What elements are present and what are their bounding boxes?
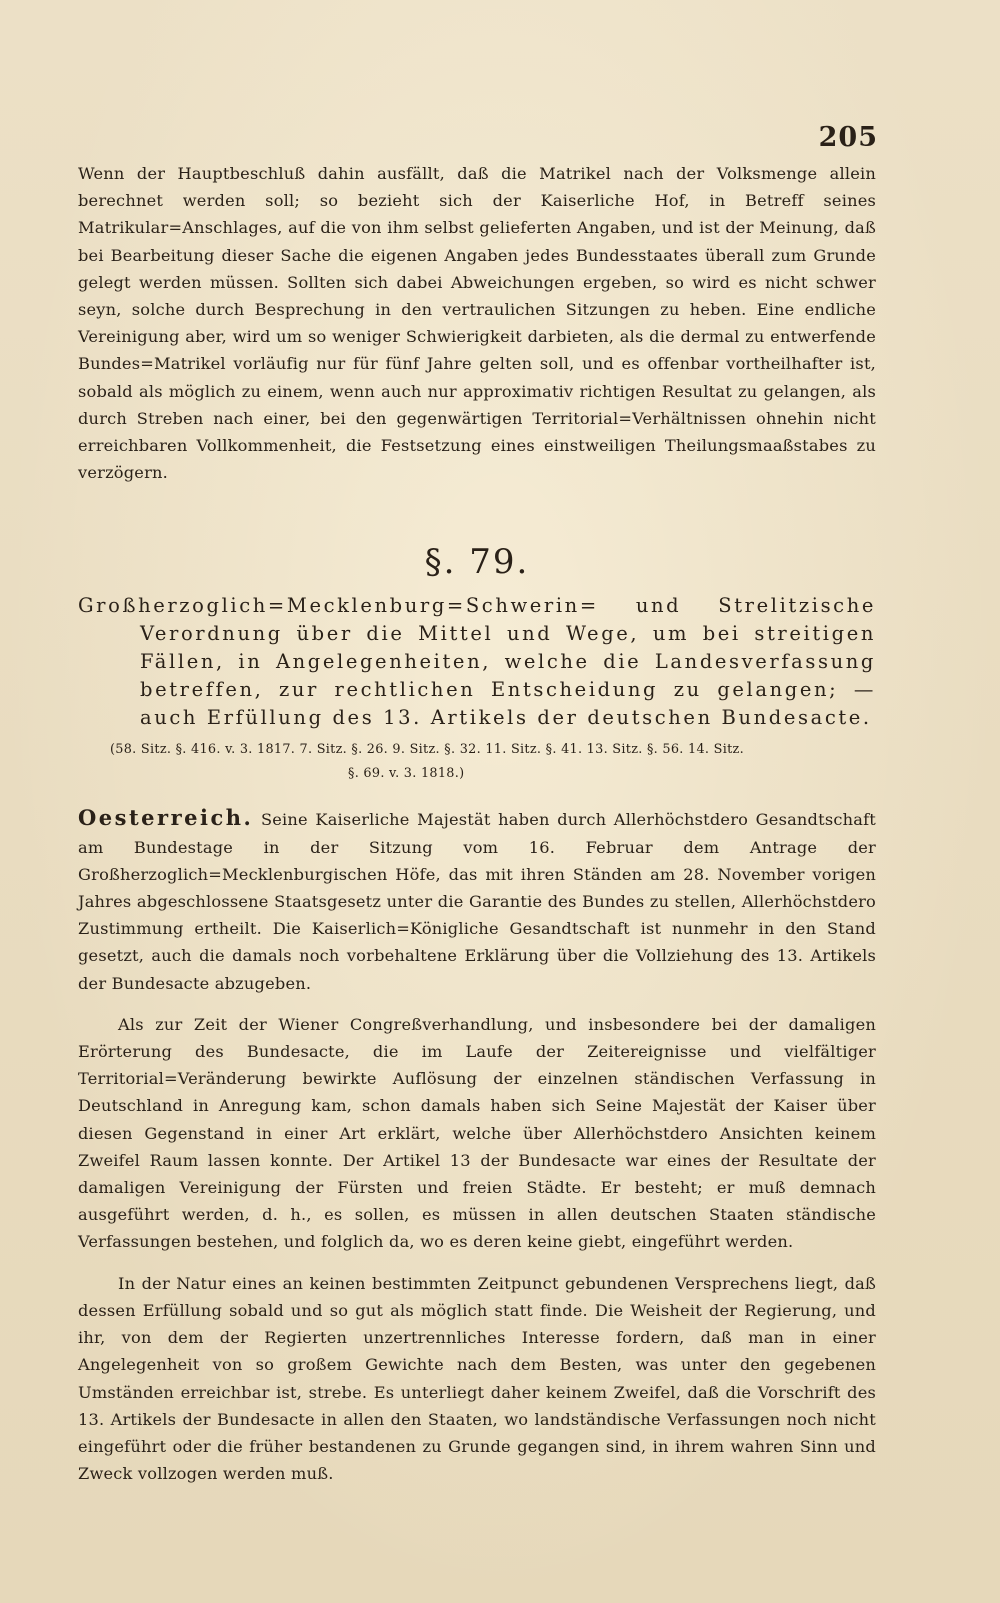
paragraph-austria-text: Seine Kaiserliche Majestät haben durch Allerhöchstdero Gesandtschaft am Bundestage in der Sitzung vom 16. Februar dem Antrage der Großherzoglich=Mecklenburgischen Höfe, das mit ihren Ständen am 28. November vorigen Jahres abgeschlossene Staatsgesetz unter die Garantie des Bundes zu stellen, Allerhöchstdero Zustimmung ertheilt. Die Kaiserlich=Königliche Gesandtschaft ist nunmehr in den Stand gesetzt, auch die damals noch vorbehaltene Erklärung über die Vollziehung des 13. Artikels der Bundesacte abzugeben. <box>78 810 876 993</box>
section-heading: Großherzoglich=Mecklenburg=Schwerin= und Strelitzische Verordnung über die Mittel und Wege, um bei streitigen Fällen, in Angelegenheiten, welche die Landesverfassung betreffen, zur rechtlichen Entscheidung zu gelangen; — auch Erfüllung des 13. Artikels der deutschen Bundesacte. <box>78 594 876 730</box>
references-line-1: (58. Sitz. §. 416. v. 3. 1817. 7. Sitz. §. 26. 9. Sitz. §. 32. 11. Sitz. §. 41. 13. Sitz. §. 56. 14. Sitz. <box>110 742 744 758</box>
page-body <box>78 160 876 1487</box>
country-label: Oesterreich. <box>78 805 254 831</box>
section-number: §. 79. <box>424 542 530 583</box>
paragraph-austria <box>78 804 876 996</box>
page-number: 205 <box>818 122 878 153</box>
references-line-2: §. 69. v. 3. 1818.) <box>348 766 465 782</box>
paragraph-continued: Wenn der Hauptbeschluß dahin ausfällt, daß die Matrikel nach der Volksmenge allein berechnet werden soll; so bezieht sich der Kaiserliche Hof, in Betreff seines Matrikular=Anschlages, auf die von ihm selbst gelieferten Angaben, und ist der Meinung, daß bei Bearbeitung dieser Sache die eigenen Angaben jedes Bundesstaates überall zum Grunde gelegt werden müssen. Sollten sich dabei Abweichungen ergeben, so wird es nicht schwer seyn, solche durch Besprechung in den vertraulichen Sitzungen zu heben. Eine endliche Vereinigung aber, wird um so weniger Schwierigkeit darbieten, als die dermal zu entwerfende Bundes=Matrikel vorläufig nur für fünf Jahre gelten soll, und es offenbar vortheilhafter ist, sobald als möglich zu einem, wenn auch nur approximativ richtigen Resultat zu gelangen, als durch Streben nach einer, bei den gegenwärtigen Territorial=Verhältnissen ohnehin nicht erreichbaren Vollkommenheit, die Festsetzung eines einstweiligen Theilungsmaaßstabes zu verzögern. <box>78 164 876 483</box>
paragraph-promise: In der Natur eines an keinen bestimmten Zeitpunct gebundenen Versprechens liegt, daß dessen Erfüllung sobald und so gut als möglich statt finde. Die Weisheit der Regierung, und ihr, von dem der Regierten unzertrennliches Interesse fordern, daß man in einer Angelegenheit von so großem Gewichte nach dem Besten, was unter den gegebenen Umständen erreichbar ist, strebe. Es unterliegt daher keinem Zweifel, daß die Vorschrift des 13. Artikels der Bundesacte in allen den Staaten, wo landständische Verfassungen noch nicht eingeführt oder die früher bestandenen zu Grunde gegangen sind, in ihrem wahren Sinn und Zweck vollzogen werden muß. <box>78 1273 876 1484</box>
paragraph-congress: Als zur Zeit der Wiener Congreßverhandlung, und insbesondere bei der damaligen Erörterung des Bundesacte, die im Laufe der Zeitereignisse und vielfältiger Territorial=Veränderung bewirkte Auflösung der einzelnen ständischen Verfassung in Deutschland in Anregung kam, schon damals haben sich Seine Majestät der Kaiser über diesen Gegenstand in einer Art erklärt, welche über Allerhöchstdero Ansichten keinem Zweifel Raum lassen konnte. Der Artikel 13 der Bundesacte war eines der Resultate der damaligen Vereinigung der Fürsten und freien Städte. Er besteht; er muß demnach ausgeführt werden, d. h., es sollen, es müssen in allen deutschen Staaten ständische Verfassungen bestehen, und folglich da, wo es deren keine giebt, eingeführt werden. <box>78 1014 876 1252</box>
session-references <box>78 738 876 786</box>
